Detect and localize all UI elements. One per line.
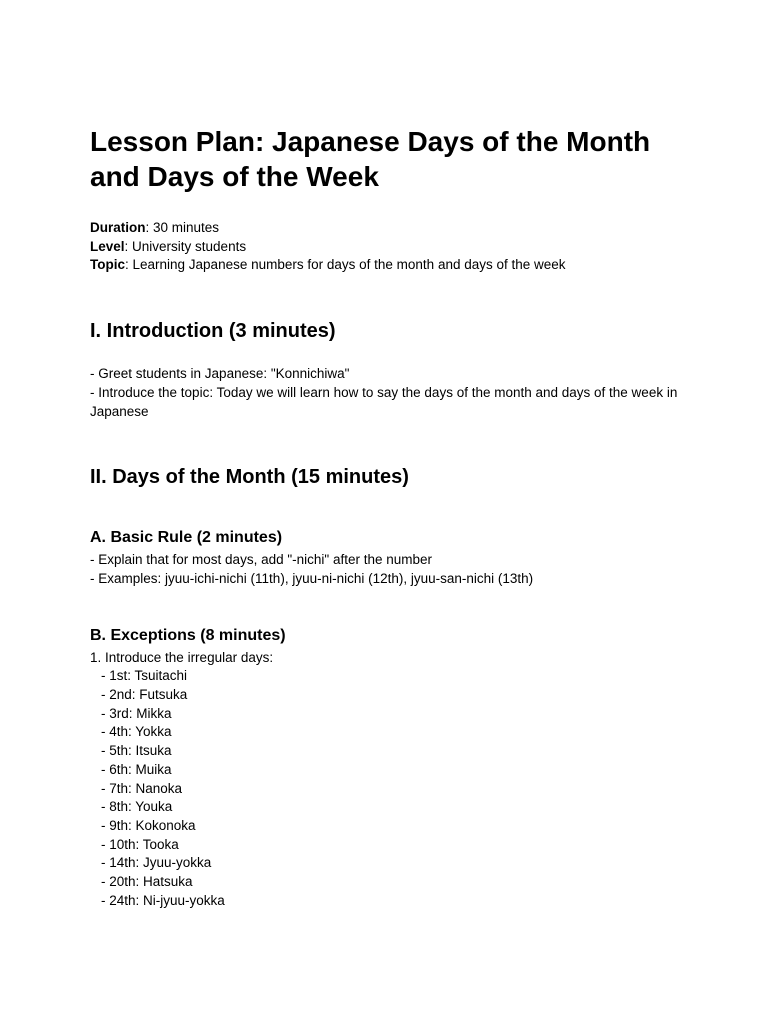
introduction-body — [90, 365, 690, 421]
duration-line — [90, 219, 690, 238]
subsection-heading-basic-rule: A. Basic Rule (2 minutes) — [90, 529, 283, 547]
introduction-line: - Introduce the topic: Today we will learn how to say the days of the month and days of the week in Japanese — [90, 384, 678, 419]
level-label: Level — [90, 238, 125, 254]
list-item: - 1st: Tsuitachi — [101, 668, 188, 684]
topic-label: Topic — [90, 257, 125, 273]
topic-line — [90, 256, 690, 275]
page-title: Lesson Plan: Japanese Days of the Month and Days of the Week — [90, 126, 651, 192]
subsection-heading-exceptions: B. Exceptions (8 minutes) — [90, 626, 286, 644]
list-item: - 8th: Youka — [101, 799, 173, 815]
list-item: - 24th: Ni-jyuu-yokka — [101, 892, 225, 908]
duration-value: : 30 minutes — [145, 220, 220, 235]
list-item: - 4th: Yokka — [101, 724, 172, 740]
list-item: - 9th: Kokonoka — [101, 817, 196, 833]
topic-value: : Learning Japanese numbers for days of the month and days of the week — [125, 257, 566, 273]
list-item: - 10th: Tooka — [101, 836, 179, 852]
lesson-meta — [90, 219, 690, 275]
duration-label: Duration — [90, 220, 146, 235]
list-item: - 7th: Nanoka — [101, 780, 183, 796]
section-heading-days-of-month: II. Days of the Month (15 minutes) — [90, 466, 409, 489]
exceptions-intro: 1. Introduce the irregular days: — [90, 649, 274, 665]
list-item: - 20th: Hatsuka — [101, 874, 193, 890]
list-item: - 6th: Muika — [101, 761, 172, 777]
section-heading-introduction: I. Introduction (3 minutes) — [90, 320, 336, 343]
list-item: - 2nd: Futsuka — [101, 687, 188, 703]
basic-rule-line: - Explain that for most days, add "-nichi" after the number — [90, 552, 432, 568]
level-line — [90, 238, 690, 257]
basic-rule-body — [90, 551, 690, 588]
exceptions-body — [90, 649, 690, 911]
document-page — [90, 124, 690, 910]
level-value: : University students — [124, 238, 247, 254]
introduction-line: - Greet students in Japanese: "Konnichiwa" — [90, 366, 350, 382]
list-item: - 5th: Itsuka — [101, 743, 172, 759]
list-item: - 14th: Jyuu-yokka — [101, 855, 212, 871]
basic-rule-line: - Examples: jyuu-ichi-nichi (11th), jyuu-ni-nichi (12th), jyuu-san-nichi (13th) — [90, 570, 534, 586]
list-item: - 3rd: Mikka — [101, 705, 172, 721]
